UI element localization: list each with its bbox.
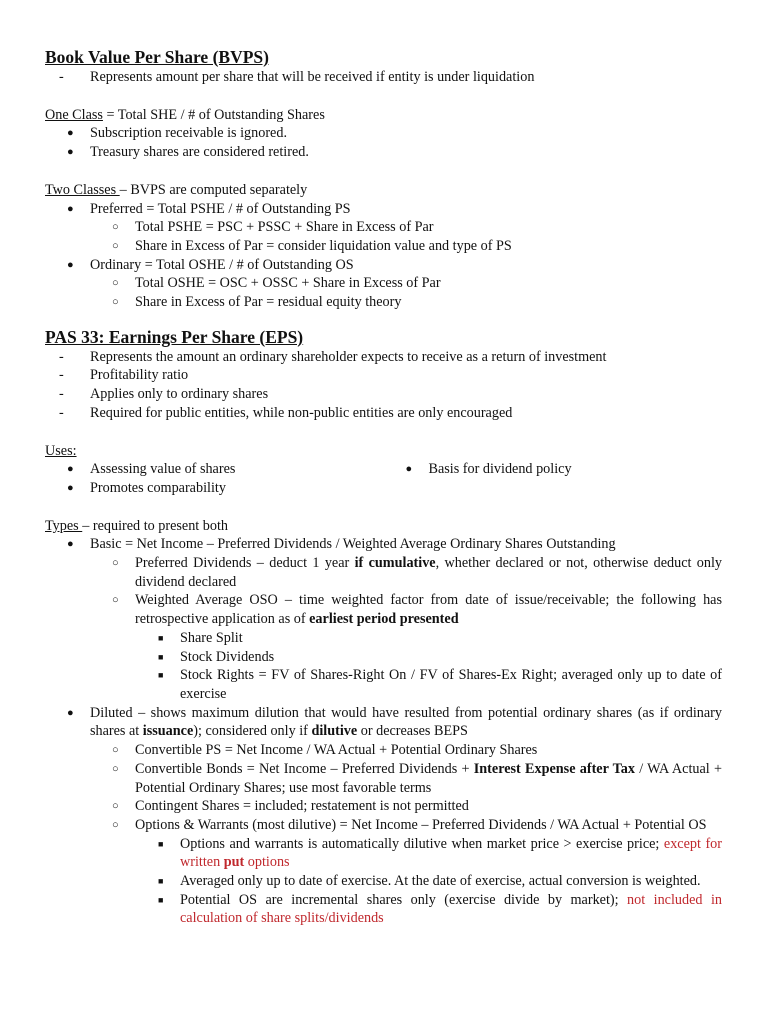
sub-sub-item: ■ Averaged only up to date of exercise. At the date of exercise, actual conversion is weighted. [158,873,701,890]
one-class-label: One Class [45,106,103,123]
one-class-line [45,106,722,125]
weighted-average-sublist [135,629,722,704]
list-item: - Profitability ratio [45,366,722,385]
list-item: ● Assessing value of shares [67,461,236,478]
two-classes-block [45,181,722,312]
list-item: - Applies only to ordinary shares [45,385,722,404]
sub-item: ○ Share in Excess of Par = residual equity theory [112,294,402,311]
list-item-preferred: ● Preferred = Total PSHE / # of Outstanding PS ○ Total PSHE = PSC + PSSC + Share in Excess of Par ○ Share in Excess of Par = consider liquidation value and type of PS [45,200,722,256]
one-class-block [45,106,722,162]
sub-item-preferred-dividends: ○ Preferred Dividends – deduct 1 year if cumulative, whether declared or not, otherwise deduct only dividend declared [112,555,723,590]
types-line [45,517,722,536]
types-block [45,517,722,928]
sub-item: ○ Contingent Shares = included; restatement is not permitted [112,798,469,815]
sub-sub-item: ■ Potential OS are incremental shares only (exercise divide by market); not included in calculation of share splits/dividends [158,891,722,927]
uses-columns [45,460,722,497]
two-classes-line [45,181,722,200]
sub-item: ○ Convertible Bonds = Net Income – Preferred Dividends + Interest Expense after Tax / WA Actual + Potential Ordinary Shares; use most favorable terms [112,760,723,796]
uses-label: Uses: [45,442,77,459]
sub-sub-item: ■ Options and warrants is automatically dilutive when market price > exercise price; except for written put options [158,835,722,871]
sub-item: ○ Total OSHE = OSC + OSSC + Share in Excess of Par [112,275,441,292]
one-class-formula: = Total SHE / # of Outstanding Shares [102,106,325,123]
bvps-heading: Book Value Per Share (BVPS) [45,47,269,67]
sub-item: ○ Convertible PS = Net Income / WA Actual + Potential Ordinary Shares [112,742,538,759]
sub-item: ○ Share in Excess of Par = consider liquidation value and type of PS [112,237,512,254]
list-item: ● Basis for dividend policy [405,461,572,478]
two-classes-rest: – BVPS are computed separately [119,181,308,198]
sub-sub-item: ■ Stock Dividends [158,648,275,665]
list-item-basic: ● Basic = Net Income – Preferred Dividends / Weighted Average Ordinary Shares Outstanding ○ Preferred Dividends – deduct 1 year if cumulative, whether declared or not, otherwise deduct only dividend declared ○ Weighted Average OSO – time weighted factor from date of issue/receivable; the following has retrospective application as of earliest period presented ■ Share Split ■ Stock Dividends ■ Stock Rights = FV of Shares-Right On / FV of Shares-Ex Right; averaged only up to date of exercise [67,536,723,702]
sub-sub-item: ■ Stock Rights = FV of Shares-Right On / FV of Shares-Ex Right; averaged only up to date of exercise [158,667,722,702]
eps-section [45,326,722,928]
sub-item-options: ○ Options & Warrants (most dilutive) = Net Income – Preferred Dividends / WA Actual + Potential OS ■ Options and warrants is automatically dilutive when market price > exercise price; except for written put options ■ Averaged only up to date of exercise. At the date of exercise, actual conversion is weighted. ■ Potential OS are incremental shares only (exercise divide by market); not included in calculation of share splits/dividends [112,816,722,927]
ordinary-sublist [90,274,722,311]
two-classes-label: Two Classes [45,181,120,198]
one-class-list [45,124,722,161]
basic-sublist [90,554,722,704]
sub-item-weighted-average: ○ Weighted Average OSO – time weighted factor from date of issue/receivable; the following has retrospective application as of earliest period presented ■ Share Split ■ Stock Dividends ■ Stock Rights = FV of Shares-Right On / FV of Shares-Ex Right; averaged only up to date of exercise [112,592,722,702]
uses-line [45,442,722,461]
two-classes-list [45,200,722,312]
uses-left-list [45,460,384,497]
sub-sub-item: ■ Share Split [158,629,243,646]
uses-right-list [384,460,723,497]
list-item: ● Treasury shares are considered retired. [67,144,309,161]
preferred-sublist [90,218,722,255]
types-rest: – required to present both [82,517,229,534]
bvps-desc: - Represents amount per share that will be received if entity is under liquidation [45,68,722,87]
bvps-desc-list [45,68,722,87]
types-list [45,535,722,928]
eps-points [45,348,722,423]
list-item-diluted: ● Diluted – shows maximum dilution that would have resulted from potential ordinary shares (as if ordinary shares at issuance); considered only if dilutive or decreases BEPS ○ Convertible PS = Net Income / WA Actual + Potential Ordinary Shares ○ Convertible Bonds = Net Income – Preferred Dividends + Interest Expense after Tax / WA Actual + Potential Ordinary Shares; use most favorable terms ○ Contingent Shares = included; restatement is not permitted ○ Options & Warrants (most dilutive) = Net Income – Preferred Dividends / WA Actual + Potential OS ■ Options and warrants is automatically dilutive when market price > exercise price; except for written put options ■ Averaged only up to date of exercise. At the date of exercise, actual conversion is weighted. ■ Potential OS are incremental shares only (exercise divide by market); not included in calculation of share splits/dividends [67,704,723,927]
list-item: - Represents the amount an ordinary shareholder expects to receive as a return of investment [45,348,722,367]
list-item-ordinary: ● Ordinary = Total OSHE / # of Outstanding OS ○ Total OSHE = OSC + OSSC + Share in Excess of Par ○ Share in Excess of Par = residual equity theory [45,256,722,312]
list-item: ● Promotes comparability [67,479,226,496]
diluted-sublist [90,741,722,928]
uses-block [45,442,722,498]
eps-heading: PAS 33: Earnings Per Share (EPS) [45,326,304,347]
types-label: Types [45,517,83,534]
options-sublist [135,835,722,929]
list-item: - Required for public entities, while non-public entities are only encouraged [45,404,722,423]
bvps-section [45,46,722,312]
sub-item: ○ Total PSHE = PSC + PSSC + Share in Excess of Par [112,219,434,236]
list-item: ● Subscription receivable is ignored. [67,125,287,142]
